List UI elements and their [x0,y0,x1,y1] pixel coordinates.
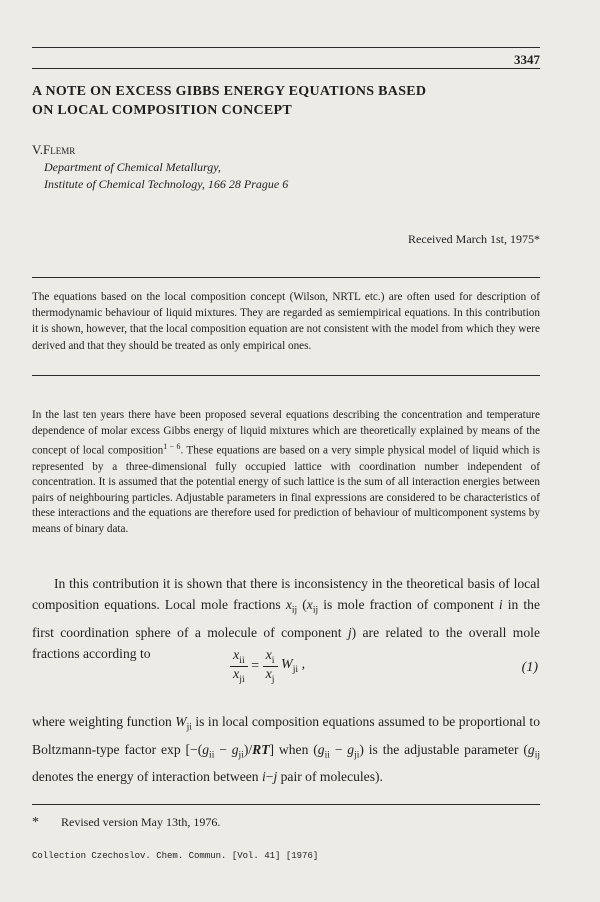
eq-rhs-fraction: $\frac{x_i}{x_j}$ [263,648,278,685]
p3-text-a: where weighting function [32,714,176,729]
body-paragraph-1 [32,408,540,537]
author-initial: V. [32,142,43,157]
p3-text-f: pair of molecules). [277,769,383,785]
p2-text-d: ) are related to the overall mole fractions according to [32,624,540,661]
journal-citation: Collection Czechoslov. Chem. Commun. [Vol. 41] [1976] [32,851,319,861]
eq-lhs-fraction: $\frac{x_{ii}}{x_{ji}}$ [230,648,248,685]
affiliation-line-2: Institute of Chemical Technology, 166 28 Prague 6 [44,177,289,191]
page-number: 3347 [514,52,540,67]
equation-number: (1) [521,660,538,675]
received-date: Received March 1st, 1975* [408,232,540,246]
affiliation-line-1: Department of Chemical Metallurgy, [44,160,221,174]
abstract-top-rule [32,277,540,278]
p1-text-a: In the last ten years there have been proposed several equations describing the concentration and temperature dependence of molar excess Gibbs energy of liquid mixtures which are theoretically explained by means of the concept of local composition [32,409,540,457]
title-line-1: A NOTE ON EXCESS GIBBS ENERGY EQUATIONS BASED [32,84,427,99]
footnote-text: Revised version May 13th, 1976. [61,815,221,829]
abstract-bottom-rule [32,375,540,376]
reference-superscript: 1 − 6 [163,442,181,452]
footnote-rule [32,804,540,805]
equation-1: $\frac{x_{ii}}{x_{ji}}$ = $\frac{x_i}{x_j}$ $W_{ji}$ , [230,648,305,685]
body-paragraph-2: In this contribution it is shown that there is inconsistency in the theoretical basis of local composition equations. Local mole fractions $x_{ij}$ ($x_{ij}$ is mole fraction of component i in the first coordination sphere of a molecule of component j) are related to the overall mole fractions according to [32,576,541,661]
affiliation [44,159,288,193]
footnote-marker: * [32,815,39,830]
p2-text-b: is mole fraction of component [318,597,499,612]
footnote [32,815,220,831]
title-line-2: ON LOCAL COMPOSITION CONCEPT [32,103,293,118]
p2-text-a: In this contribution it is shown that there is inconsistency in the theoretical basis of local composition equations. Local mole fractions [32,576,540,612]
p1-text-b: . These equations are based on a very simple physical model of liquid which is represented by a three-dimensional fully occupied lattice with coordination number independent of concentration. It is assumed that the potential energy of such lattice is the sum of all interaction energies between pairs of neighbouring particles. Adjustable parameters in final expressions are considered to be characteristics of these interactions and the equations are therefore used for prediction of behaviour of multicomponent systems by means of binary data. [32,444,540,535]
p3-text-c: when [274,741,314,757]
p3-text-d: is the adjustable parameter ( [363,741,528,757]
header-rule-lower [32,68,540,69]
article-title [32,82,426,120]
author-name [32,142,75,158]
author-surname: Flemr [42,142,76,157]
body-paragraph-3: where weighting function $W_{ji}$ is in local composition equations assumed to be proportional to Boltzmann-type factor $\exp [-(g_{ii} - g_{ji})/RT]$ when $(g_{ii} - g_{ji})$ is the adjustable parameter ($g_{ij}$ denotes the energy of interaction between i−j pair of molecules). [32,714,540,785]
p3-text-e: denotes the energy of interaction between [32,769,262,785]
abstract: The equations based on the local composition concept (Wilson, NRTL etc.) are often used for description of thermodynamic behaviour of liquid mixtures. They are regarded as semiempirical equations. In this contribution it is shown, however, that the local composition equation are not consistent with the model from which they were derived and that they should be treated as only empirical ones. [32,291,540,352]
p2-text-c: in the first coordination sphere of a molecule of component [32,597,541,640]
header-rule [32,47,540,48]
p3-text-b: is in local composition equations assumed to be proportional to Boltzmann-type factor exp [32,714,540,757]
